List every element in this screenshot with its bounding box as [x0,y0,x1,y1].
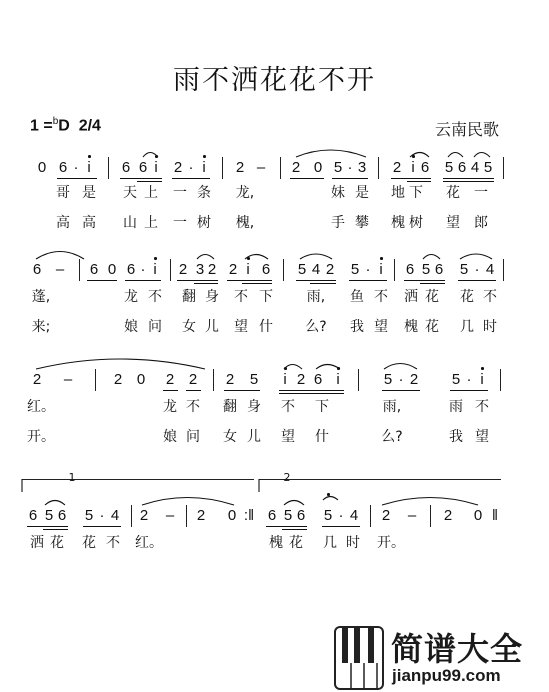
beam [177,280,218,281]
lyric: 女 [182,319,196,335]
note: 5 [283,507,293,524]
lyric: 么? [305,319,327,335]
lyric: 望 [234,319,248,335]
note: 2 [325,261,335,278]
lyric: 不 [475,399,489,415]
beam [332,178,368,179]
lyric: 儿 [247,429,261,445]
note: 0 [136,371,146,388]
beam [310,283,336,284]
beam [443,181,494,182]
lyric: 高 [56,215,70,231]
lyric: 不 [374,289,388,305]
note: 6 [32,261,42,278]
beam [282,529,307,530]
lyric: 翻 [223,399,237,415]
note: 5 [383,371,393,388]
barline [95,369,96,391]
lyric: 花 [82,535,96,551]
lyric: 下 [259,289,273,305]
barline [500,369,501,391]
lyric: 开。 [377,535,405,551]
note: 4 [470,159,480,176]
beam [279,390,344,391]
note-dot: · [338,507,344,524]
lyric: 望 [446,215,460,231]
site-logo[interactable] [334,624,534,692]
lyric: 妹 [331,185,345,201]
beam [407,181,431,182]
octave-dot [203,155,206,158]
lyric: 龙 [163,399,177,415]
note: 5 [451,371,461,388]
note: 6 [457,159,467,176]
beam [224,390,260,391]
note-dot: · [73,159,79,176]
volta-number-1: 1 [68,471,76,484]
note: 5 [444,159,454,176]
beam [83,526,121,527]
note: 6 [138,159,148,176]
key-prefix: 1 = [30,117,53,135]
barline [394,259,395,281]
note: 5 [44,507,54,524]
note: i [87,159,91,176]
note: 6 [57,507,67,524]
lyric: 山 [123,215,137,231]
note: 4 [349,507,359,524]
lyric: 不 [148,289,162,305]
note-dash: – [63,371,73,388]
lyric: 龙 [124,289,138,305]
lyric: 我 [449,429,463,445]
lyric: 望 [475,429,489,445]
beam [194,283,218,284]
volta-bracket-1 [22,479,254,480]
note: 2 [228,261,238,278]
note: 6 [89,261,99,278]
barline [131,505,132,527]
note: 0 [227,507,237,524]
note: 3 [195,261,205,278]
lyric: 几 [323,535,337,551]
lyric: 女 [223,429,237,445]
note: 6 [313,371,323,388]
note-dot: · [188,159,194,176]
lyric: 不 [106,535,120,551]
note: 6 [267,507,277,524]
piano-keys-icon [334,626,384,690]
note: 6 [121,159,131,176]
beam [443,178,494,179]
octave-dot [380,257,383,260]
barline [108,157,109,179]
note: 0 [313,159,323,176]
lyric: 不 [234,289,248,305]
barline [79,259,80,281]
beam [120,178,162,179]
lyric: 娘 [124,319,138,335]
lyric: 槐 [269,535,283,551]
lyric: 手 [331,215,345,231]
volta-bracket-2 [259,479,501,480]
beam [450,390,488,391]
logo-url: jianpu99.com [392,666,501,685]
note: 6 [28,507,38,524]
beam [186,390,201,391]
note: 2 [207,261,217,278]
octave-dot [284,367,287,370]
barline [213,369,214,391]
lyric: 时 [346,535,360,551]
lyric: 龙, [235,185,255,201]
note: 2 [296,371,306,388]
barline [280,157,281,179]
note: 2 [188,371,198,388]
note: 5 [297,261,307,278]
note: 6 [296,507,306,524]
note: 2 [178,261,188,278]
fermata-dot [327,493,330,496]
lyric: 我 [350,319,364,335]
key-flat: b [52,116,59,127]
lyric: 蓬, [31,289,51,305]
note: 2 [409,371,419,388]
note: 3 [357,159,367,176]
lyric: 娘 [163,429,177,445]
lyric: 红。 [135,535,163,551]
lyric: 身 [205,289,219,305]
note-dash: – [55,261,65,278]
note-dot: · [466,371,472,388]
lyric: 时 [483,319,497,335]
note: 2 [32,371,42,388]
note-dash: – [165,507,175,524]
lyric: 翻 [182,289,196,305]
beam [242,283,272,284]
beam [57,178,97,179]
lyric: 一 [173,215,187,231]
note: 2 [443,507,453,524]
lyric: 望 [374,319,388,335]
lyric: 几 [460,319,474,335]
note: i [379,261,383,278]
lyric: 花 [425,289,439,305]
logo-text: 简谱大全 [391,630,524,668]
beam [404,280,445,281]
lyric: 么? [381,429,403,445]
note: 6 [126,261,136,278]
note: i [480,371,484,388]
beam [125,280,161,281]
lyric: 望 [281,429,295,445]
note: 2 [225,371,235,388]
beam [349,280,387,281]
beam [391,178,431,179]
beam [296,280,336,281]
note: i [246,261,250,278]
lyric: 花 [446,185,460,201]
lyric: 洒 [404,289,418,305]
note: 5 [350,261,360,278]
lyric: 鱼 [350,289,364,305]
octave-dot [481,367,484,370]
octave-dot [88,155,91,158]
note-dot: · [347,159,353,176]
octave-dot [337,367,340,370]
note: 2 [392,159,402,176]
note: 6 [434,261,444,278]
note: i [336,371,340,388]
lyric: 树 [197,215,211,231]
final-barline: ‖ [491,507,499,524]
note: 6 [405,261,415,278]
lyric: 花 [460,289,474,305]
note: i [411,159,415,176]
lyric: 儿 [205,319,219,335]
note: 0 [107,261,117,278]
note: 4 [311,261,321,278]
key-note: D [58,117,70,135]
note: i [154,159,158,176]
key-signature [30,116,101,135]
barline [186,505,187,527]
repeat-end: :‖ [243,507,255,524]
beam [290,178,324,179]
lyric: 红。 [27,399,55,415]
lyric: 问 [148,319,162,335]
barline [370,505,371,527]
note: 4 [485,261,495,278]
lyric: 条 [197,185,211,201]
note-dash: – [407,507,417,524]
note: 2 [235,159,245,176]
lyric: 雨 [449,399,463,415]
note: 5 [459,261,469,278]
lyric: 下 [315,399,329,415]
note-dot: · [365,261,371,278]
octave-dot [154,257,157,260]
note: 5 [84,507,94,524]
beam [458,280,496,281]
lyric: 攀 [355,215,369,231]
barline [170,259,171,281]
lyric: 上 [144,185,158,201]
lyric: 花 [50,535,64,551]
barline [503,259,504,281]
note: 6 [261,261,271,278]
beam [227,280,272,281]
beam [163,390,178,391]
lyric: 槐 [404,319,418,335]
note: 2 [173,159,183,176]
note: 5 [483,159,493,176]
lyric: 高 [82,215,96,231]
note: 0 [473,507,483,524]
lyric: 问 [186,429,200,445]
note: 2 [139,507,149,524]
note: 5 [333,159,343,176]
beam [322,526,360,527]
lyric: 来; [31,319,51,335]
lyric: 一 [474,185,488,201]
beam [382,390,420,391]
lyric: 不 [186,399,200,415]
beam [87,280,117,281]
note-dot: · [474,261,480,278]
beam [266,526,307,527]
lyric: 雨, [382,399,402,415]
note-dot: · [398,371,404,388]
lyric: 是 [355,185,369,201]
note-dot: · [140,261,146,278]
note-dash: – [256,159,266,176]
lyric: 一 [173,185,187,201]
octave-dot [247,257,250,260]
lyric: 什 [315,429,329,445]
note-dot: · [99,507,105,524]
octave-dot [155,155,158,158]
note: 2 [381,507,391,524]
lyric: 上 [144,215,158,231]
lyric: 不 [281,399,295,415]
note: i [283,371,287,388]
note: i [153,261,157,278]
beam [27,526,68,527]
lyric: 天 [123,185,137,201]
note: 2 [291,159,301,176]
note: 5 [323,507,333,524]
lyric: 花 [425,319,439,335]
barline [430,505,431,527]
note: 0 [37,159,47,176]
note: 6 [420,159,430,176]
barline [283,259,284,281]
lyric: 身 [247,399,261,415]
note: 2 [196,507,206,524]
lyric: 不 [483,289,497,305]
lyric: 树 [409,215,423,231]
note: 5 [249,371,259,388]
note: 2 [113,371,123,388]
octave-dot [412,155,415,158]
lyric: 洒 [30,535,44,551]
barline [222,157,223,179]
note: 5 [421,261,431,278]
volta-number-2: 2 [283,471,291,484]
barline [378,157,379,179]
lyric: 下 [409,185,423,201]
song-title: 雨不洒花花不开 [173,65,376,96]
note: i [202,159,206,176]
note: 4 [110,507,120,524]
beam [137,181,162,182]
beam [279,393,344,394]
lyric: 什 [259,319,273,335]
lyric: 槐 [391,215,405,231]
lyric: 哥 [56,185,70,201]
lyric: 开。 [27,429,55,445]
barline [503,157,504,179]
lyric: 地 [391,185,405,201]
lyric: 郎 [474,215,488,231]
song-source: 云南民歌 [434,120,499,139]
lyric: 是 [82,185,96,201]
beam [43,529,68,530]
beam [420,283,445,284]
note: 2 [165,371,175,388]
lyric: 槐, [235,215,255,231]
lyric: 花 [289,535,303,551]
lyric: 雨, [306,289,326,305]
note: 6 [58,159,68,176]
time-signature: 2/4 [78,117,101,135]
barline [358,369,359,391]
beam [172,178,210,179]
